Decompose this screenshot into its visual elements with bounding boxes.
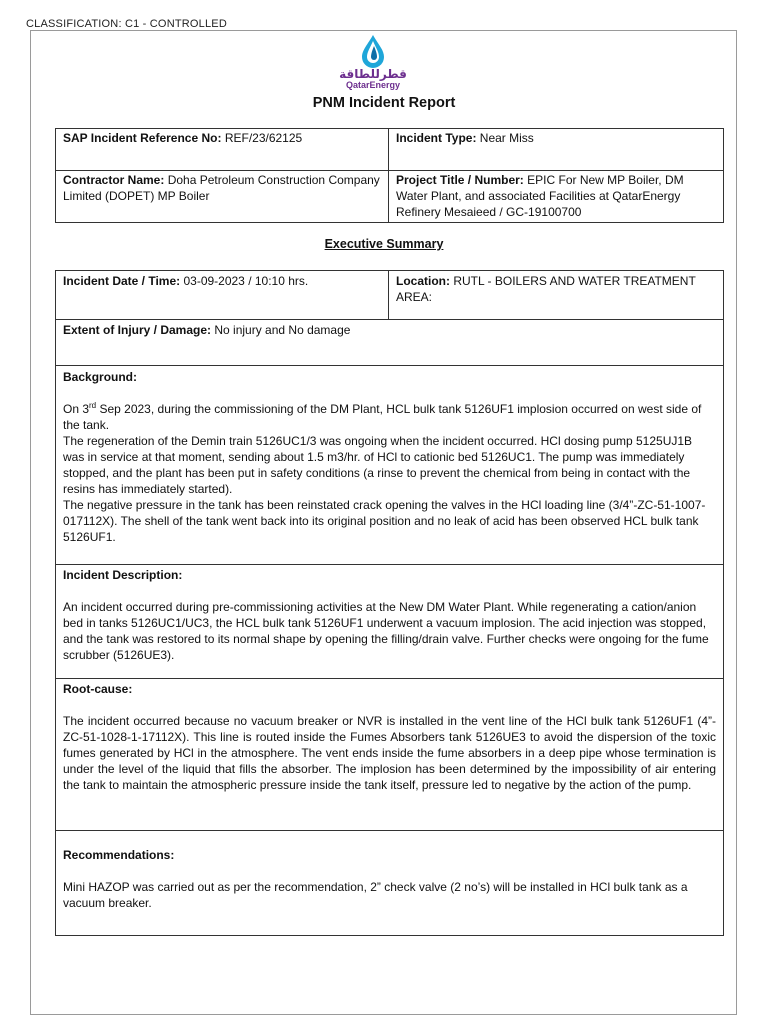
recommendations-text: Mini HAZOP was carried out as per the recommendation, 2” check valve (2 no’s) will be installed in HCl bulk tank as a vacuum breaker. <box>63 880 688 910</box>
contractor-value: Doha Petroleum Construction Company Limited (DOPET) MP Boiler <box>63 173 380 203</box>
location-label: Location: <box>396 274 450 288</box>
incident-type-label: Incident Type: <box>396 131 477 145</box>
sap-reference-value: REF/23/62125 <box>221 131 303 145</box>
incident-date-label: Incident Date / Time: <box>63 274 181 288</box>
incident-type-cell <box>389 129 724 171</box>
project-value: EPIC For New MP Boiler, DM Water Plant, and associated Facilities at QatarEnergy Refinery Mesaieed / GC-19100700 <box>396 173 684 219</box>
injury-value: No injury and No damage <box>211 323 351 337</box>
location-value: RUTL - BOILERS AND WATER TREATMENT AREA: <box>396 274 696 304</box>
water-drop-icon <box>360 34 386 70</box>
incident-description-section <box>56 565 724 679</box>
header-table <box>55 128 724 223</box>
injury-cell <box>56 320 724 366</box>
project-label: Project Title / Number: <box>396 173 524 187</box>
background-paragraph-1: On 3rd Sep 2023, during the commissioning of the DM Plant, HCL bulk tank 5126UF1 implosion occurred on west side of the tank. <box>63 401 702 432</box>
sap-reference-label: SAP Incident Reference No: <box>63 131 222 145</box>
logo-latin-text: QatarEnergy <box>345 80 401 90</box>
background-section <box>56 366 724 565</box>
contractor-cell <box>56 171 389 223</box>
contractor-label: Contractor Name: <box>63 173 165 187</box>
incident-date-value: 03-09-2023 / 10:10 hrs. <box>180 274 309 288</box>
root-cause-text: The incident occurred because no vacuum breaker or NVR is installed in the vent line of the HCl bulk tank 5126UF1 (4”-ZC-51-1028-1-17112X). This line is routed inside the Fumes Absorbers tank 5126UE3 to avoid the dispersion of the toxic fumes generated by HCl in the atmosphere. The vent ends inside the fume absorbers in a deep pipe whose termination is under the level of the liquid that fills the absorber. The implosion has been determined by the impossibility of air entering the tank to maintain the atmospheric pressure inside the tank itself, pressure led to negative by the action of the pump. <box>63 714 716 792</box>
injury-label: Extent of Injury / Damage: <box>63 323 212 337</box>
background-label: Background: <box>63 370 138 384</box>
logo-arabic-text: قطرللطاقة <box>339 67 407 81</box>
recommendations-section <box>56 831 724 936</box>
incident-description-label: Incident Description: <box>63 568 183 582</box>
incident-description-text: An incident occurred during pre-commissioning activities at the New DM Water Plant. While regenerating a cation/anion bed in tanks 5126UC1/UC3, the HCL bulk tank 5126UF1 underwent a vacuum implosion. The acid injection was stopped, and the tank was restored to its normal shape by opening the filling/drain valve. Further checks were ongoing for the fume scrubber (5126UE3). <box>63 600 709 662</box>
background-paragraph-3: The negative pressure in the tank has been reinstated crack opening the valves in the HCl loading line (3/4”-ZC-51-1007-017112X). The shell of the tank went back into its original position and no leak of acid has been observed HCL bulk tank 5126UF1. <box>63 498 706 544</box>
report-title: PNM Incident Report <box>312 95 456 111</box>
recommendations-label: Recommendations: <box>63 848 175 862</box>
classification-label: CLASSIFICATION: C1 - CONTROLLED <box>26 18 227 30</box>
sap-reference-cell <box>56 129 389 171</box>
summary-table <box>55 270 724 936</box>
root-cause-label: Root-cause: <box>63 682 133 696</box>
company-logo <box>336 34 410 96</box>
location-cell <box>389 271 724 320</box>
root-cause-section <box>56 679 724 831</box>
background-paragraph-2: The regeneration of the Demin train 5126UC1/3 was ongoing when the incident occurred. HCl dosing pump 5125UJ1B was in service at that moment, sending about 1.5 m3/hr. of HCl to cationic bed 5126UC1. The pump was immediately stopped, and the plant has been put in safety conditions (a rinse to prevent the chemical from being in contact with the resins has immediately started). <box>63 434 693 496</box>
incident-type-value: Near Miss <box>476 131 534 145</box>
incident-date-cell <box>56 271 389 320</box>
project-cell <box>389 171 724 223</box>
executive-summary-heading: Executive Summary <box>324 237 444 251</box>
